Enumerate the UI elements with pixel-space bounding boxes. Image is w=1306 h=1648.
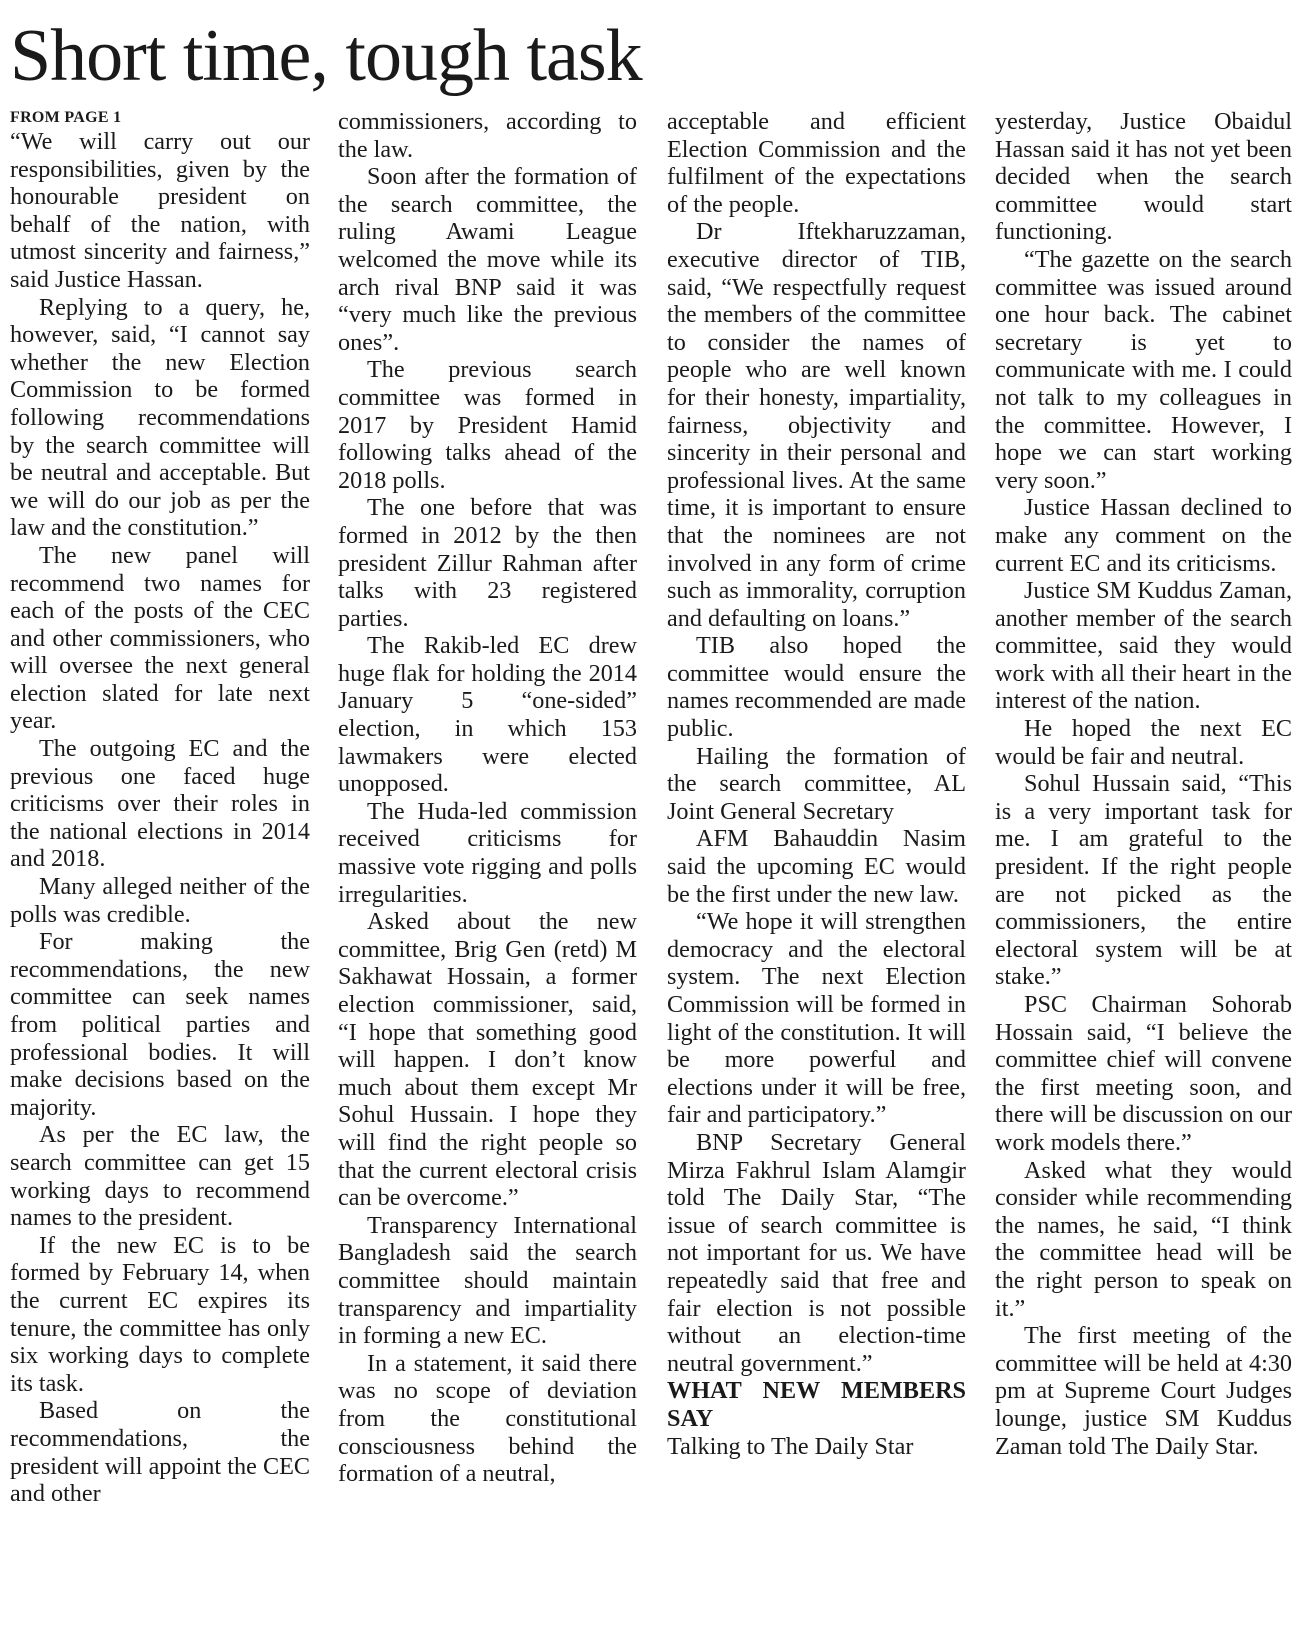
paragraph: Justice Hassan declined to make any comment on the current EC and its criticisms. bbox=[995, 494, 1292, 577]
paragraph: The new panel will recommend two names for each of the posts of the CEC and other commissioners, who will oversee the next general election slated for late next year. bbox=[10, 541, 310, 735]
paragraph: Talking to The Daily Star bbox=[667, 1432, 914, 1460]
paragraph: Asked about the new committee, Brig Gen (retd) M Sakhawat Hossain, a former election commissioner, said, “I hope that something good will happen. I don’t know much about them except Mr Sohul Hussain. I hope they will find the right people so that the current electoral crisis can be overcome.” bbox=[338, 908, 637, 1212]
paragraph: Asked what they would consider while recommending the names, he said, “I think the committee head will be the right person to speak on it.” bbox=[995, 1156, 1292, 1322]
article-column-4 bbox=[995, 108, 1292, 1640]
subhead: WHAT NEW MEMBERS SAY bbox=[667, 1377, 966, 1432]
paragraph: The Huda-led commission received criticisms for massive vote rigging and polls irregularities. bbox=[338, 797, 637, 908]
paragraph: Transparency International Bangladesh said the search committee should maintain transparency and impartiality in forming a new EC. bbox=[338, 1211, 637, 1350]
paragraph: Based on the recommendations, the president will appoint the CEC and other bbox=[10, 1397, 310, 1508]
paragraph: “We will carry out our responsibilities, given by the honourable president on behalf of the nation, with utmost sincerity and fairness,” said Justice Hassan. bbox=[10, 128, 310, 293]
headline: Short time, tough task bbox=[10, 15, 642, 97]
paragraph: BNP Secretary General Mirza Fakhrul Islam Alamgir told The Daily Star, “The issue of search committee is not important for us. We have repeatedly said that free and fair election is not possible without an election-time neutral government.” bbox=[667, 1128, 966, 1377]
paragraph: As per the EC law, the search committee can get 15 working days to recommend names to the president. bbox=[10, 1121, 310, 1232]
article-column-2 bbox=[338, 108, 637, 1640]
paragraph: PSC Chairman Sohorab Hossain said, “I believe the committee chief will convene the first meeting soon, and there will be discussion on our work models there.” bbox=[995, 991, 1292, 1156]
paragraph: AFM Bahauddin Nasim said the upcoming EC would be the first under the new law. bbox=[667, 825, 966, 908]
paragraph: Sohul Hussain said, “This is a very important task for me. I am grateful to the president. If the right people are not picked as the commissioners, the entire electoral system will be at stake.” bbox=[995, 770, 1292, 991]
paragraph: Dr Iftekharuzzaman, executive director of TIB, said, “We respectfully request the members of the committee to consider the names of people who are well known for their honesty, impartiality, fairness, objectivity and sincerity in their personal and professional lives. At the same time, it is important to ensure that the nominees are not involved in any form of crime such as immorality, corruption and defaulting on loans.” bbox=[667, 218, 966, 632]
paragraph: The one before that was formed in 2012 by the then president Zillur Rahman after talks with 23 registered parties. bbox=[338, 494, 637, 632]
paragraph: Soon after the formation of the search committee, the ruling Awami League welcomed the move while its arch rival BNP said it was “very much like the previous ones”. bbox=[338, 163, 637, 356]
paragraph: The previous search committee was formed in 2017 by President Hamid following talks ahead of the 2018 polls. bbox=[338, 356, 637, 494]
paragraph: Replying to a query, he, however, said, “I cannot say whether the new Election Commission to be formed following recommendations by the search committee will be neutral and acceptable. But we will do our job as per the law and the constitution.” bbox=[10, 293, 310, 542]
paragraph: The Rakib-led EC drew huge flak for holding the 2014 January 5 “one-sided” election, in which 153 lawmakers were elected unopposed. bbox=[338, 632, 637, 798]
paragraph: “We hope it will strengthen democracy and the electoral system. The next Election Commission will be formed in light of the constitution. It will be more powerful and elections under it will be free, fair and participatory.” bbox=[667, 908, 966, 1129]
dateline: FROM PAGE 1 bbox=[10, 109, 122, 126]
article-column-1 bbox=[10, 108, 310, 1640]
paragraph: The first meeting of the committee will be held at 4:30 pm at Supreme Court Judges lounge, justice SM Kuddus Zaman told The Daily Star. bbox=[995, 1322, 1292, 1460]
paragraph: TIB also hoped the committee would ensure the names recommended are made public. bbox=[667, 632, 966, 743]
paragraph: yesterday, Justice Obaidul Hassan said it has not yet been decided when the search committee would start functioning. bbox=[995, 108, 1292, 246]
paragraph: For making the recommendations, the new committee can seek names from political parties and professional bodies. It will make decisions based on the majority. bbox=[10, 928, 310, 1121]
paragraph: acceptable and efficient Election Commission and the fulfilment of the expectations of the people. bbox=[667, 108, 966, 218]
article-column-3 bbox=[667, 108, 966, 1640]
paragraph: He hoped the next EC would be fair and neutral. bbox=[995, 715, 1292, 770]
paragraph: Many alleged neither of the polls was credible. bbox=[10, 873, 310, 928]
paragraph: “The gazette on the search committee was issued around one hour back. The cabinet secretary is yet to communicate with me. I could not talk to my colleagues in the committee. However, I hope we can start working very soon.” bbox=[995, 245, 1292, 494]
paragraph: commissioners, according to the law. bbox=[338, 108, 637, 163]
paragraph: If the new EC is to be formed by February 14, when the current EC expires its tenure, the committee has only six working days to complete its task. bbox=[10, 1231, 310, 1397]
paragraph: Hailing the formation of the search committee, AL Joint General Secretary bbox=[667, 742, 966, 825]
paragraph: In a statement, it said there was no scope of deviation from the constitutional consciousness behind the formation of a neutral, bbox=[338, 1349, 637, 1488]
paragraph: The outgoing EC and the previous one faced huge criticisms over their roles in the national elections in 2014 and 2018. bbox=[10, 735, 310, 873]
paragraph: Justice SM Kuddus Zaman, another member of the search committee, said they would work with all their heart in the interest of the nation. bbox=[995, 577, 1292, 715]
